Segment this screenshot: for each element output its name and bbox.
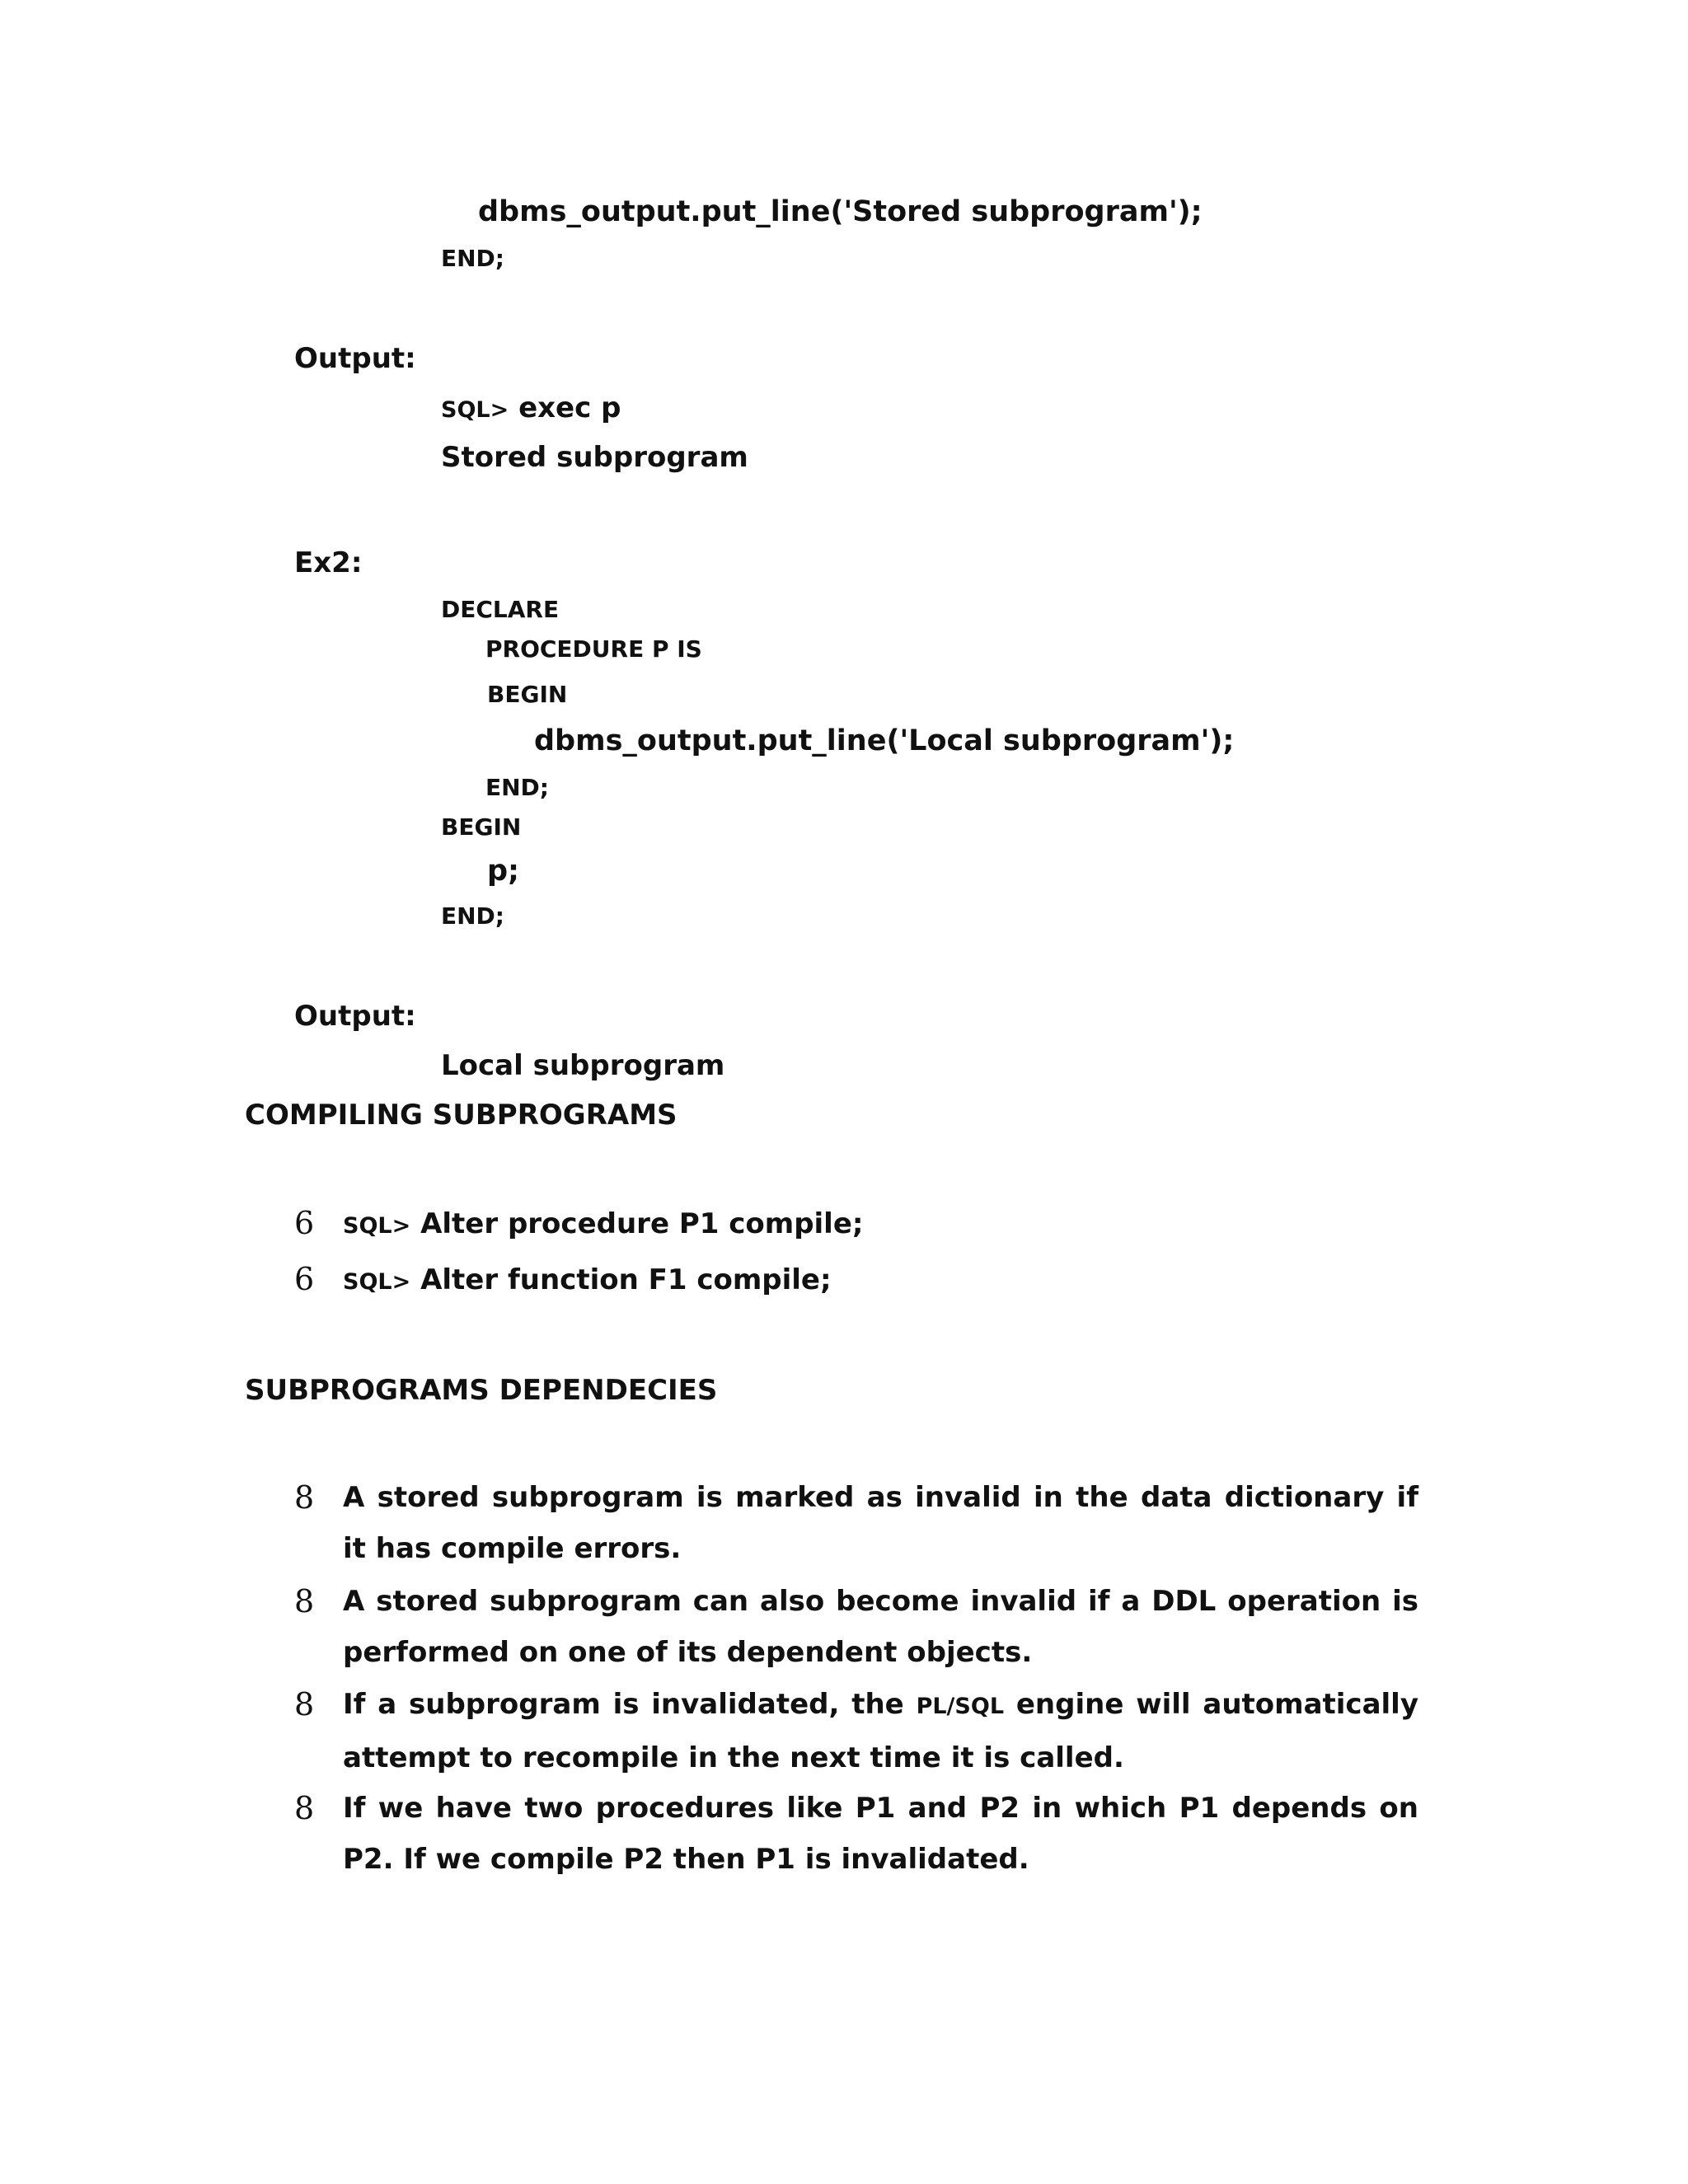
bullet-marker: 8 [294,1790,315,1826]
output-command-line [441,391,621,424]
example-label: Ex2: [294,546,363,579]
exec-command: exec p [509,391,621,424]
output-label: Output: [294,342,416,375]
bullet-marker: 6 [294,1205,315,1241]
compile-function-text: Alter function F1 compile; [410,1263,832,1296]
code-line-begin: BEGIN [441,813,522,841]
bullet-marker: 8 [294,1583,315,1619]
bullet-marker: 8 [294,1686,315,1722]
code-line-end-final: END; [441,902,504,930]
section-heading-compiling: COMPILING SUBPROGRAMS [245,1099,678,1132]
dependency-item-4: If we have two procedures like P1 and P2 in which P1 depends on P2. If we compile P2 then P1 is invalidated. [343,1792,1418,1876]
code-line-end-inner: END; [485,774,549,801]
output-label-2: Output: [294,1000,416,1033]
compile-procedure-line [343,1207,864,1240]
code-line-put-line-stored: dbms_output.put_line('Stored subprogram'); [478,195,1203,228]
sql-prompt: SQL> [441,397,509,423]
code-line-declare: DECLARE [441,596,560,623]
compile-procedure-text: Alter procedure P1 compile; [410,1207,864,1240]
code-line-call-p: p; [487,855,520,888]
sql-prompt: SQL> [343,1269,411,1295]
section-heading-dependencies: SUBPROGRAMS DEPENDECIES [245,1374,718,1407]
plsql-term: PL/SQL [916,1694,1005,1719]
output-result: Stored subprogram [441,441,748,474]
code-line-put-line-local: dbms_output.put_line('Local subprogram'); [534,724,1235,757]
code-line-procedure: PROCEDURE P IS [485,635,702,663]
output-result-2: Local subprogram [441,1049,725,1082]
bullet-marker: 6 [294,1261,315,1297]
compile-function-line [343,1263,832,1296]
dependency-item-3-after: engine will automatically attempt to recompile in the next time it is called. [343,1688,1418,1774]
dependency-item-2: A stored subprogram can also become invalid if a DDL operation is performed on one of its dependent objects. [343,1585,1418,1669]
code-line-begin-inner: BEGIN [487,681,568,708]
code-line-end: END; [441,245,504,272]
dependency-item-3-before: If a subprogram is invalidated, the [343,1688,917,1721]
sql-prompt: SQL> [343,1213,411,1239]
bullet-marker: 8 [294,1479,315,1516]
dependency-item-3 [343,1679,1418,1783]
dependency-item-1: A stored subprogram is marked as invalid in the data dictionary if it has compile errors. [343,1481,1418,1565]
